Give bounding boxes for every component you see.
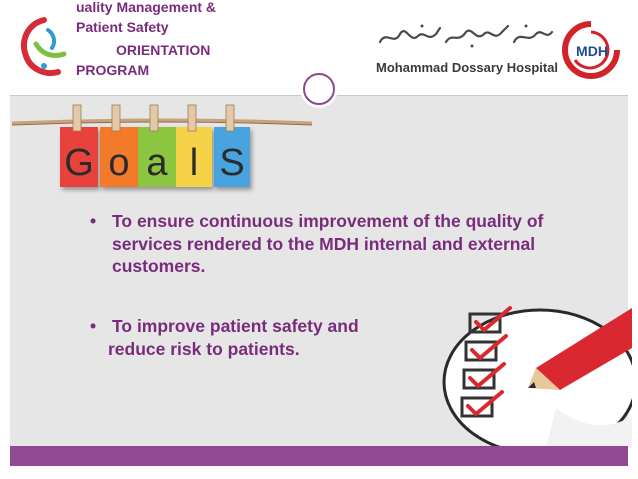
hospital-logo: [376, 20, 626, 80]
goal-item: [90, 210, 550, 278]
title-line-2: Patient Safety: [76, 19, 169, 35]
checklist-pencil-icon: [436, 298, 632, 448]
mdh-badge-icon: [561, 20, 621, 80]
goals-letter-a: a: [146, 142, 168, 184]
goal-text-line-1: To improve patient safety and: [112, 316, 359, 336]
goals-letter-g: G: [64, 142, 94, 184]
bullet-dot: •: [90, 316, 97, 336]
hospital-name: Mohammad Dossary Hospital: [376, 60, 559, 75]
goal-text-line-2: reduce risk to patients.: [108, 338, 300, 359]
mdh-badge-text: MDH: [576, 43, 608, 59]
title-line-1: uality Management &: [76, 0, 217, 15]
goals-letter-l: l: [189, 142, 199, 184]
title-line-4: PROGRAM: [76, 62, 150, 78]
quality-logo-icon: [14, 14, 76, 84]
arabic-calligraphy-icon: [376, 20, 556, 50]
bullet-dot: •: [90, 211, 97, 231]
goal-text: To ensure continuous improvement of the quality of services rendered to the MDH internal and external customers.: [112, 211, 544, 276]
goals-letter-s: S: [219, 142, 245, 184]
goals-letter-o: o: [108, 142, 130, 184]
goals-banner: [12, 95, 312, 205]
footer-bar: [10, 446, 628, 466]
goal-item: [90, 315, 450, 360]
title-line-3: ORIENTATION: [116, 42, 211, 58]
